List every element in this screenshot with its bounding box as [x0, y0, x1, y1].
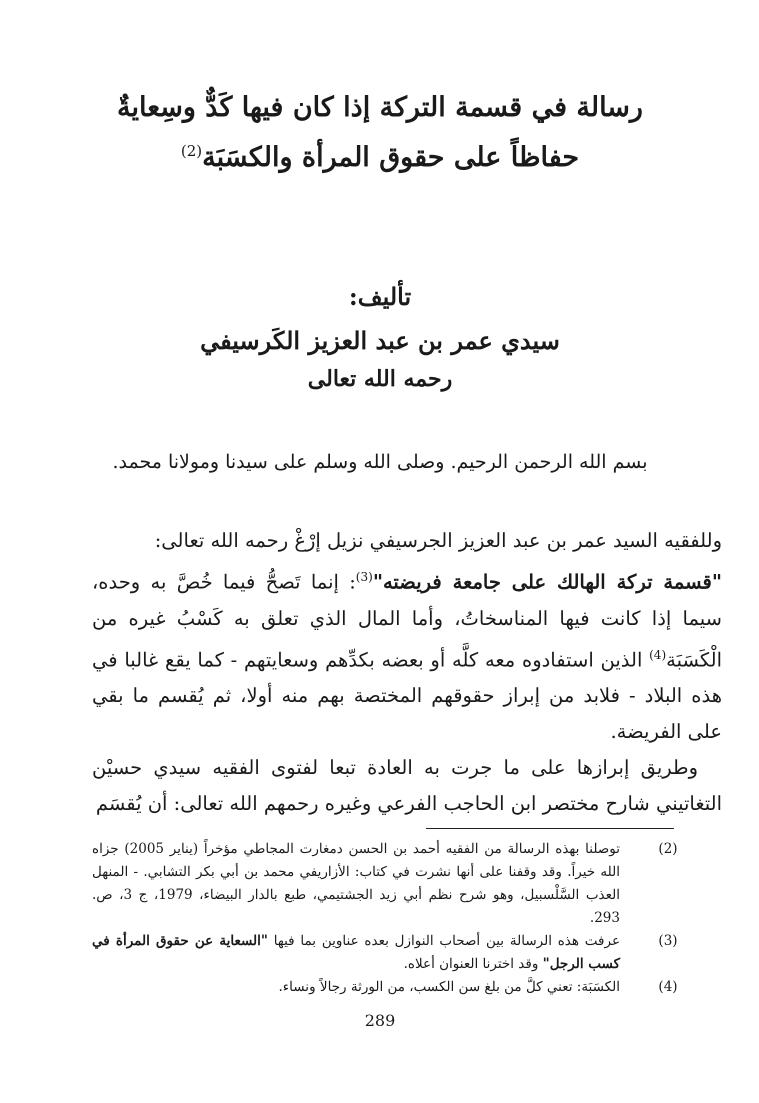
footnotes — [92, 838, 682, 999]
paragraph-2: وطريق إبرازها على ما جرت به العادة تبعا لفتوى الفقيه سيدي حسيْن التغاتيني شارح مختصر ابن الحاجب الفرعي وغيره رحمهم الله تعالى: أن يُقسَم — [92, 756, 722, 815]
author-name: سيدي عمر بن عبد العزيز الكَرسيفي — [200, 326, 560, 355]
footnote-text: الكسَبَة: تعني كلَّ من بلغ سن الكسب، من الورثة رجالاً ونساء. — [278, 979, 620, 995]
footnote-4 — [92, 976, 682, 999]
title-line-1: رسالة في قسمة التركة إذا كان فيها كَدٌّ وسِعايةٌ — [117, 92, 643, 123]
quote-title: "قسمة تركة الهالك على جامعة فريضته" — [372, 570, 722, 594]
footnote-text-b: وقد اخترنا العنوان أعلاه. — [403, 956, 543, 972]
footnote-number: (4) — [658, 979, 678, 995]
footnote-2 — [92, 838, 682, 930]
footnote-number: (2) — [658, 841, 678, 857]
author-label: تأليف: — [348, 282, 412, 311]
footnote-divider — [426, 828, 674, 829]
paragraph-1 — [92, 559, 722, 750]
footnote-ref-3: (3) — [355, 570, 373, 584]
paragraph-1-text-a: : إنما تَصحُّ فيما خُصَّ به وحده، سيما إذا كانت فيها المناسخاتُ، وأما المال الذي تعلق به كَسْبُ غيره من الْكَسَبَة — [92, 570, 722, 671]
footnote-number: (3) — [658, 933, 678, 949]
title-line-2 — [60, 142, 700, 173]
page-number: 289 — [364, 1011, 396, 1030]
basmala: بسم الله الرحمن الرحيم. وصلى الله وسلم على سيدنا ومولانا محمد. — [112, 451, 648, 473]
footnote-text: توصلنا بهذه الرسالة من الفقيه أحمد بن الحسن دمغارت المجاطي مؤخراً (يناير 2005) جزاه الله خيراً. وقد وقفنا على أنها نشرت في كتاب: الأزاريفي محمد بن أبي بكر التشابي. - المنهل العذب السَّلْسبيل، وهو شرح نظم أبي زيد الجشتيمي، طبع بالدار البيضاء، 1979، ج 3، ص. 293. — [92, 841, 621, 926]
footnote-3 — [92, 930, 682, 976]
paragraph-1-text-b: الذين استفادوه معه كلَّه أو بعضه بكدِّهم وسعايتهم - كما يقع غالبا في هذه البلاد - فلابد من إبراز حقوقهم المختصة بهم منه أولا، ثم يُقسم ما بقي على الفريضة. — [92, 648, 722, 743]
footnote-text-a: عرفت هذه الرسالة بين أصحاب النوازل بعده عناوين بما فيها — [267, 933, 621, 949]
footnote-ref-4: (4) — [649, 647, 667, 662]
title-footnote-ref: (2) — [180, 142, 203, 160]
body-text — [92, 523, 722, 822]
intro-line: وللفقيه السيد عمر بن عبد العزيز الجرسيفي نزيل إرْغْ رحمه الله تعالى: — [154, 529, 722, 552]
title-line-2-text: حفاظاً على حقوق المرأة والكسَبَة — [202, 142, 580, 173]
author-prayer: رحمه الله تعالى — [307, 366, 453, 392]
footnote-text-bold: "السعاية عن حقوق المرأة في كسب الرجل" — [92, 933, 620, 972]
